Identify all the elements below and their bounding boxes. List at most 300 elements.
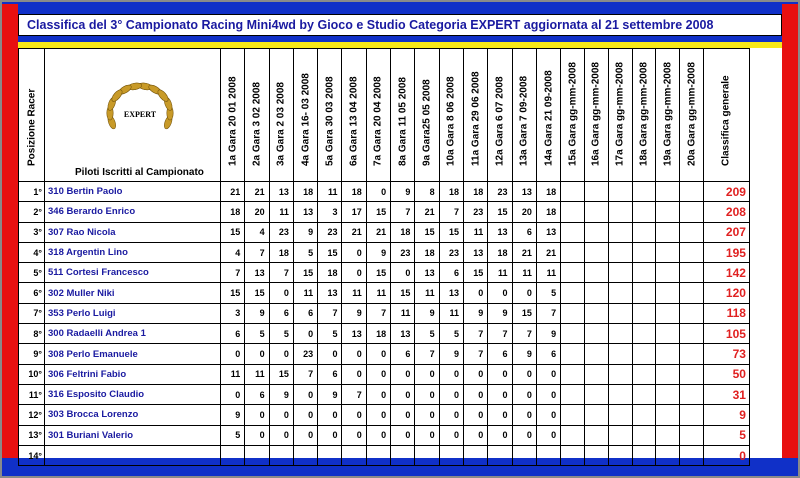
score-cell: 0 [245, 344, 269, 364]
race-15-header-label: 15a Gara gg-mm-2008 [567, 62, 579, 166]
score-cell [584, 344, 608, 364]
score-cell [584, 182, 608, 202]
score-cell: 20 [512, 202, 536, 222]
score-cell [632, 324, 656, 344]
race-5-header-label: 5a Gara 30 03 2008 [324, 76, 336, 166]
score-cell [608, 242, 632, 262]
position-cell: 9° [19, 344, 45, 364]
total-cell: 31 [703, 384, 749, 404]
score-cell: 13 [269, 182, 293, 202]
score-cell: 9 [488, 303, 512, 323]
score-cell: 0 [366, 344, 390, 364]
score-cell: 11 [293, 283, 317, 303]
pilot-name-cell: 316 Esposito Claudio [45, 384, 221, 404]
score-cell: 15 [415, 222, 439, 242]
score-cell: 9 [512, 344, 536, 364]
score-cell: 5 [415, 324, 439, 344]
score-cell: 7 [245, 242, 269, 262]
position-header [19, 49, 45, 182]
score-cell: 0 [342, 364, 366, 384]
race-19-header [656, 49, 680, 182]
score-cell [391, 445, 415, 465]
score-cell: 0 [512, 425, 536, 445]
score-cell [656, 303, 680, 323]
score-cell: 0 [293, 405, 317, 425]
score-cell: 0 [415, 384, 439, 404]
score-cell: 7 [463, 344, 487, 364]
score-cell: 15 [463, 263, 487, 283]
score-cell: 7 [293, 364, 317, 384]
score-cell [366, 445, 390, 465]
score-cell: 21 [342, 222, 366, 242]
score-cell: 0 [269, 283, 293, 303]
score-cell [608, 202, 632, 222]
score-cell: 9 [463, 303, 487, 323]
score-cell: 0 [366, 364, 390, 384]
score-cell: 6 [536, 344, 560, 364]
score-cell [632, 222, 656, 242]
score-cell [561, 283, 585, 303]
score-cell: 0 [269, 405, 293, 425]
score-cell: 21 [366, 222, 390, 242]
pilot-name-cell: 303 Brocca Lorenzo [45, 405, 221, 425]
score-cell: 4 [245, 222, 269, 242]
score-cell: 15 [221, 222, 245, 242]
score-cell [680, 405, 704, 425]
score-cell [269, 445, 293, 465]
score-cell: 18 [293, 182, 317, 202]
score-cell: 9 [536, 324, 560, 344]
total-cell: 142 [703, 263, 749, 283]
table-row [19, 384, 750, 404]
score-cell [632, 263, 656, 283]
standings-table-wrap [18, 48, 782, 463]
score-cell: 0 [391, 384, 415, 404]
score-cell: 0 [463, 425, 487, 445]
score-cell: 9 [221, 405, 245, 425]
score-cell: 13 [391, 324, 415, 344]
score-cell: 23 [293, 344, 317, 364]
score-cell: 0 [463, 405, 487, 425]
table-row [19, 202, 750, 222]
logo-text: EXPERT [123, 110, 157, 119]
table-row [19, 182, 750, 202]
score-cell [536, 445, 560, 465]
score-cell: 18 [415, 242, 439, 262]
score-cell [656, 263, 680, 283]
position-cell: 14° [19, 445, 45, 465]
score-cell [608, 263, 632, 283]
score-cell: 11 [536, 263, 560, 283]
score-cell [680, 202, 704, 222]
position-cell: 2° [19, 202, 45, 222]
score-cell: 0 [293, 425, 317, 445]
score-cell: 7 [318, 303, 342, 323]
score-cell: 0 [512, 405, 536, 425]
score-cell: 15 [245, 283, 269, 303]
total-cell: 50 [703, 364, 749, 384]
race-20-header-label: 20a Gara gg-mm-2008 [686, 62, 698, 166]
score-cell [656, 384, 680, 404]
score-cell: 13 [318, 283, 342, 303]
score-cell: 23 [318, 222, 342, 242]
race-18-header-label: 18a Gara gg-mm-2008 [638, 62, 650, 166]
score-cell: 9 [415, 303, 439, 323]
position-cell: 3° [19, 222, 45, 242]
score-cell [561, 364, 585, 384]
score-cell [584, 384, 608, 404]
score-cell: 0 [536, 405, 560, 425]
race-19-header-label: 19a Gara gg-mm-2008 [662, 62, 674, 166]
table-header-row [19, 49, 750, 182]
race-8-header [391, 49, 415, 182]
position-header-label: Posizione Racer [26, 88, 37, 166]
race-16-header-label: 16a Gara gg-mm-2008 [590, 62, 602, 166]
score-cell [680, 425, 704, 445]
score-cell: 0 [415, 405, 439, 425]
score-cell [680, 263, 704, 283]
score-cell: 13 [342, 324, 366, 344]
race-6-header [342, 49, 366, 182]
score-cell: 0 [488, 425, 512, 445]
score-cell: 15 [366, 202, 390, 222]
score-cell [415, 445, 439, 465]
score-cell [488, 445, 512, 465]
score-cell: 3 [221, 303, 245, 323]
score-cell: 21 [221, 182, 245, 202]
score-cell [680, 242, 704, 262]
score-cell: 18 [536, 202, 560, 222]
right-red-border [782, 4, 798, 458]
score-cell: 13 [512, 182, 536, 202]
score-cell [632, 182, 656, 202]
laurel-wreath-logo-icon [97, 69, 183, 149]
score-cell: 0 [342, 344, 366, 364]
score-cell: 9 [366, 242, 390, 262]
position-cell: 5° [19, 263, 45, 283]
race-3-header-label: 3a Gara 2 03 2008 [275, 82, 287, 166]
score-cell: 7 [463, 324, 487, 344]
score-cell [680, 344, 704, 364]
score-cell: 18 [488, 242, 512, 262]
score-cell: 18 [391, 222, 415, 242]
race-4-header-label: 4a Gara 16- 03 2008 [300, 73, 312, 166]
score-cell [561, 222, 585, 242]
table-row [19, 425, 750, 445]
table-row [19, 303, 750, 323]
race-14-header [536, 49, 560, 182]
score-cell: 11 [391, 303, 415, 323]
score-cell [221, 445, 245, 465]
score-cell: 11 [439, 303, 463, 323]
score-cell [608, 405, 632, 425]
position-cell: 13° [19, 425, 45, 445]
score-cell: 0 [342, 263, 366, 283]
score-cell [584, 202, 608, 222]
table-row [19, 344, 750, 364]
score-cell [608, 425, 632, 445]
score-cell [561, 405, 585, 425]
score-cell: 6 [439, 263, 463, 283]
score-cell: 0 [415, 364, 439, 384]
score-cell: 6 [318, 364, 342, 384]
score-cell: 17 [342, 202, 366, 222]
score-cell: 0 [536, 364, 560, 384]
score-cell: 13 [536, 222, 560, 242]
score-cell [632, 425, 656, 445]
score-cell: 21 [415, 202, 439, 222]
race-12-header-label: 12a Gara 6 07 2008 [494, 76, 506, 166]
pilot-name-cell [45, 445, 221, 465]
table-row [19, 222, 750, 242]
score-cell [608, 182, 632, 202]
score-cell: 11 [463, 222, 487, 242]
score-cell: 9 [245, 303, 269, 323]
score-cell: 5 [318, 324, 342, 344]
position-cell: 11° [19, 384, 45, 404]
score-cell: 6 [488, 344, 512, 364]
pilots-header [45, 49, 221, 182]
pilots-header-label: Piloti Iscritti al Campionato [75, 167, 204, 178]
race-7-header [366, 49, 390, 182]
score-cell [608, 283, 632, 303]
score-cell: 6 [269, 303, 293, 323]
score-cell: 0 [293, 384, 317, 404]
score-cell [656, 242, 680, 262]
position-cell: 4° [19, 242, 45, 262]
score-cell: 0 [366, 384, 390, 404]
race-20-header [680, 49, 704, 182]
score-cell: 0 [463, 283, 487, 303]
score-cell [656, 405, 680, 425]
score-cell: 9 [269, 384, 293, 404]
score-cell: 0 [463, 384, 487, 404]
score-cell [608, 303, 632, 323]
score-cell: 5 [293, 242, 317, 262]
score-cell: 18 [221, 202, 245, 222]
score-cell [463, 445, 487, 465]
race-3-header [269, 49, 293, 182]
race-9-header [415, 49, 439, 182]
score-cell [584, 283, 608, 303]
race-11-header-label: 11a Gara 29 06 2008 [470, 71, 482, 166]
score-cell: 0 [536, 384, 560, 404]
score-cell: 15 [318, 242, 342, 262]
score-cell [293, 445, 317, 465]
table-row [19, 445, 750, 465]
score-cell: 0 [439, 384, 463, 404]
score-cell: 0 [318, 425, 342, 445]
total-cell: 195 [703, 242, 749, 262]
score-cell [512, 445, 536, 465]
score-cell: 0 [342, 405, 366, 425]
race-14-header-label: 14a Gara 21 09-2008 [543, 70, 554, 166]
score-cell [584, 364, 608, 384]
score-cell [608, 364, 632, 384]
race-16-header [584, 49, 608, 182]
score-cell: 15 [221, 283, 245, 303]
score-cell: 9 [439, 344, 463, 364]
score-cell: 11 [342, 283, 366, 303]
race-17-header-label: 17a Gara gg-mm-2008 [614, 62, 626, 166]
score-cell: 6 [245, 384, 269, 404]
score-cell [608, 344, 632, 364]
pilot-name-cell: 353 Perlo Luigi [45, 303, 221, 323]
score-cell [656, 324, 680, 344]
score-cell [584, 242, 608, 262]
score-cell [561, 384, 585, 404]
score-cell: 6 [221, 324, 245, 344]
score-cell: 6 [512, 222, 536, 242]
table-row [19, 283, 750, 303]
position-cell: 6° [19, 283, 45, 303]
score-cell: 5 [439, 324, 463, 344]
score-cell: 0 [488, 283, 512, 303]
score-cell [584, 445, 608, 465]
score-cell [608, 445, 632, 465]
score-cell: 15 [269, 364, 293, 384]
score-cell [680, 222, 704, 242]
score-cell: 7 [269, 263, 293, 283]
score-cell [561, 344, 585, 364]
score-cell [680, 364, 704, 384]
score-cell: 0 [342, 425, 366, 445]
race-17-header [608, 49, 632, 182]
race-11-header [463, 49, 487, 182]
score-cell [561, 324, 585, 344]
score-cell: 7 [512, 324, 536, 344]
score-cell: 18 [439, 182, 463, 202]
total-cell: 105 [703, 324, 749, 344]
score-cell: 15 [391, 283, 415, 303]
score-cell: 6 [391, 344, 415, 364]
score-cell [632, 405, 656, 425]
score-cell [561, 425, 585, 445]
race-13-header [512, 49, 536, 182]
total-cell: 120 [703, 283, 749, 303]
race-10-header [439, 49, 463, 182]
score-cell: 5 [269, 324, 293, 344]
score-cell: 15 [293, 263, 317, 283]
total-cell: 5 [703, 425, 749, 445]
score-cell: 18 [342, 182, 366, 202]
score-cell: 0 [318, 344, 342, 364]
race-6-header-label: 6a Gara 13 04 2008 [348, 76, 360, 166]
score-cell: 11 [488, 263, 512, 283]
race-9-header-label: 9a Gara25 05 2008 [421, 79, 433, 166]
race-8-header-label: 8a Gara 11 05 2008 [397, 77, 409, 166]
score-cell: 9 [342, 303, 366, 323]
score-cell [584, 405, 608, 425]
page-title: Classifica del 3° Campionato Racing Mini4wd by Gioco e Studio Categoria EXPERT aggiornata al 21 settembre 2008 [27, 18, 714, 32]
score-cell: 7 [415, 344, 439, 364]
overall-standing-header-label: Classifica generale [720, 75, 732, 166]
total-cell: 118 [703, 303, 749, 323]
score-cell [656, 344, 680, 364]
top-blue-border [2, 2, 798, 14]
race-1-header-label: 1a Gara 20 01 2008 [227, 76, 239, 166]
score-cell: 0 [439, 364, 463, 384]
score-cell [632, 344, 656, 364]
score-cell: 0 [366, 405, 390, 425]
score-cell: 5 [245, 324, 269, 344]
score-cell [318, 445, 342, 465]
table-row [19, 324, 750, 344]
table-row [19, 364, 750, 384]
score-cell: 4 [221, 242, 245, 262]
position-cell: 10° [19, 364, 45, 384]
pilot-name-cell: 301 Buriani Valerio [45, 425, 221, 445]
score-cell: 13 [415, 263, 439, 283]
score-cell [680, 303, 704, 323]
position-cell: 1° [19, 182, 45, 202]
score-cell: 7 [221, 263, 245, 283]
total-cell: 73 [703, 344, 749, 364]
score-cell: 11 [512, 263, 536, 283]
race-12-header [488, 49, 512, 182]
score-cell: 21 [536, 242, 560, 262]
score-cell: 11 [269, 202, 293, 222]
score-cell: 0 [439, 425, 463, 445]
score-cell [656, 283, 680, 303]
score-cell [561, 263, 585, 283]
score-cell: 21 [512, 242, 536, 262]
total-cell: 208 [703, 202, 749, 222]
score-cell: 0 [391, 364, 415, 384]
score-cell: 7 [439, 202, 463, 222]
score-cell: 7 [536, 303, 560, 323]
score-cell: 23 [269, 222, 293, 242]
left-red-border [2, 4, 18, 458]
score-cell: 18 [269, 242, 293, 262]
score-cell: 23 [391, 242, 415, 262]
score-cell [680, 182, 704, 202]
score-cell [632, 445, 656, 465]
score-cell [632, 242, 656, 262]
score-cell: 18 [463, 182, 487, 202]
race-7-header-label: 7a Gara 20 04 2008 [372, 76, 384, 166]
score-cell: 0 [221, 344, 245, 364]
score-cell: 15 [488, 202, 512, 222]
score-cell: 0 [488, 405, 512, 425]
score-cell [584, 425, 608, 445]
score-cell: 0 [439, 405, 463, 425]
score-cell: 0 [391, 405, 415, 425]
score-cell: 15 [366, 263, 390, 283]
score-cell [656, 222, 680, 242]
pilot-name-cell: 300 Radaelli Andrea 1 [45, 324, 221, 344]
score-cell: 5 [536, 283, 560, 303]
score-cell: 7 [366, 303, 390, 323]
score-cell [632, 283, 656, 303]
pilot-name-cell: 346 Berardo Enrico [45, 202, 221, 222]
score-cell [245, 445, 269, 465]
score-cell: 0 [512, 364, 536, 384]
pilot-name-cell: 318 Argentin Lino [45, 242, 221, 262]
position-cell: 8° [19, 324, 45, 344]
score-cell: 0 [463, 364, 487, 384]
score-cell: 7 [342, 384, 366, 404]
score-cell: 23 [463, 202, 487, 222]
pilot-name-cell: 307 Rao Nicola [45, 222, 221, 242]
score-cell: 11 [318, 182, 342, 202]
score-cell: 8 [415, 182, 439, 202]
score-cell: 0 [488, 364, 512, 384]
pilot-name-cell: 511 Cortesi Francesco [45, 263, 221, 283]
score-cell: 0 [391, 263, 415, 283]
score-cell [680, 324, 704, 344]
score-cell [561, 445, 585, 465]
